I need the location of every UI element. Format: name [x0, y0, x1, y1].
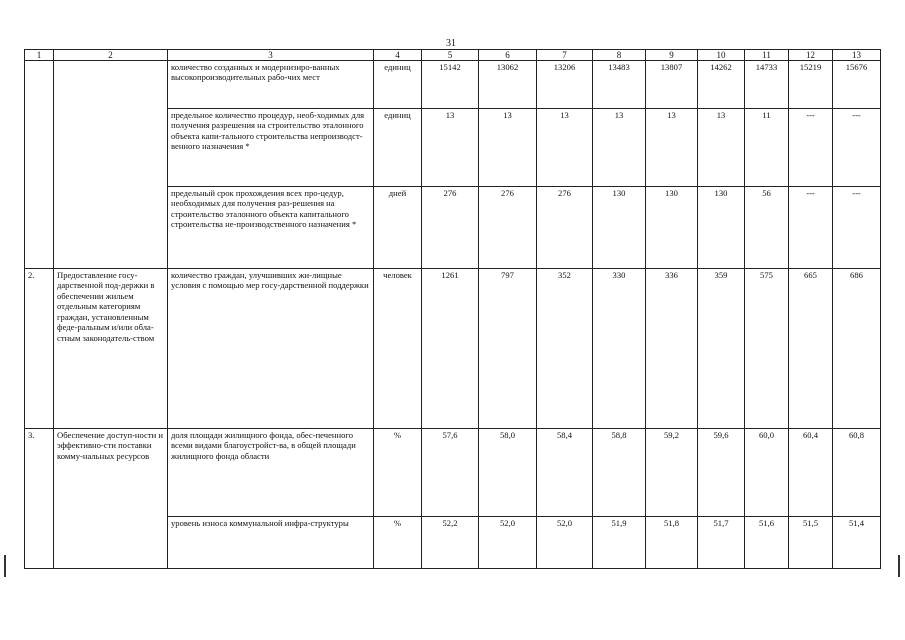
value-cell: 14262 — [698, 61, 745, 109]
value-cell: 130 — [646, 187, 698, 269]
header-col-10: 10 — [698, 50, 745, 61]
value-cell: 15219 — [789, 61, 833, 109]
value-cell: 15142 — [422, 61, 479, 109]
value-cell: --- — [833, 187, 881, 269]
indicator-text: предельный срок прохождения всех про-цедур, необходимых для получения раз-решения на строительство эталонного объекта капитального строительства не-производственного назначения * — [168, 187, 374, 269]
table-row — [25, 61, 881, 109]
header-col-2: 2 — [54, 50, 168, 61]
scan-edge-mark-right — [898, 555, 900, 577]
unit-cell: дней — [374, 187, 422, 269]
value-cell: 276 — [537, 187, 593, 269]
value-cell: 13 — [422, 109, 479, 187]
value-cell: 52,0 — [537, 517, 593, 569]
header-col-5: 5 — [422, 50, 479, 61]
value-cell: 13062 — [479, 61, 537, 109]
value-cell: 11 — [745, 109, 789, 187]
value-cell: 336 — [646, 269, 698, 429]
section-name: Обеспечение доступ-ности и эффективно-сти поставки комму-нальных ресурсов — [54, 429, 168, 569]
indicator-text: количество созданных и модернизиро-ванных высокопроизводительных рабо-чих мест — [168, 61, 374, 109]
header-col-9: 9 — [646, 50, 698, 61]
header-col-4: 4 — [374, 50, 422, 61]
row-index — [25, 61, 54, 269]
scan-edge-mark-left — [4, 555, 6, 577]
unit-cell: % — [374, 517, 422, 569]
indicator-text: предельное количество процедур, необ-ходимых для получения разрешения на строительство эталонного объекта капи-тального строительства непроизводст-венного назначения * — [168, 109, 374, 187]
value-cell: 60,4 — [789, 429, 833, 517]
value-cell: 51,9 — [593, 517, 646, 569]
header-col-1: 1 — [25, 50, 54, 61]
value-cell: 686 — [833, 269, 881, 429]
header-col-12: 12 — [789, 50, 833, 61]
value-cell: 51,8 — [646, 517, 698, 569]
indicator-text: количество граждан, улучшивших жи-лищные условия с помощью мер госу-дарственной поддержки — [168, 269, 374, 429]
unit-cell: единиц — [374, 109, 422, 187]
indicator-text: доля площади жилищного фонда, обес-печенного всеми видами благоустройст-ва, в общей площади жилищного фонда области — [168, 429, 374, 517]
value-cell: --- — [789, 109, 833, 187]
value-cell: 52,2 — [422, 517, 479, 569]
value-cell: 13206 — [537, 61, 593, 109]
header-col-6: 6 — [479, 50, 537, 61]
value-cell: 797 — [479, 269, 537, 429]
header-col-13: 13 — [833, 50, 881, 61]
value-cell: 276 — [422, 187, 479, 269]
section-name — [54, 61, 168, 269]
value-cell: --- — [833, 109, 881, 187]
value-cell: 58,4 — [537, 429, 593, 517]
indicators-table — [24, 49, 881, 569]
value-cell: 59,2 — [646, 429, 698, 517]
value-cell: 276 — [479, 187, 537, 269]
header-col-8: 8 — [593, 50, 646, 61]
value-cell: 51,7 — [698, 517, 745, 569]
value-cell: --- — [789, 187, 833, 269]
table-row — [25, 269, 881, 429]
value-cell: 13807 — [646, 61, 698, 109]
indicator-text: уровень износа коммунальной инфра-структуры — [168, 517, 374, 569]
row-index: 2. — [25, 269, 54, 429]
value-cell: 51,4 — [833, 517, 881, 569]
section-name: Предоставление госу-дарственной под-держки в обеспечении жильем отдельным категориям граждан, установленным феде-ральным и/или обла-стным законодатель-ством — [54, 269, 168, 429]
value-cell: 58,8 — [593, 429, 646, 517]
value-cell: 1261 — [422, 269, 479, 429]
unit-cell: человек — [374, 269, 422, 429]
value-cell: 51,6 — [745, 517, 789, 569]
header-col-7: 7 — [537, 50, 593, 61]
value-cell: 13 — [479, 109, 537, 187]
value-cell: 13 — [593, 109, 646, 187]
table-row — [25, 429, 881, 517]
value-cell: 15676 — [833, 61, 881, 109]
value-cell: 13 — [646, 109, 698, 187]
value-cell: 60,0 — [745, 429, 789, 517]
unit-cell: % — [374, 429, 422, 517]
row-index: 3. — [25, 429, 54, 569]
header-col-3: 3 — [168, 50, 374, 61]
value-cell: 14733 — [745, 61, 789, 109]
value-cell: 51,5 — [789, 517, 833, 569]
value-cell: 352 — [537, 269, 593, 429]
value-cell: 330 — [593, 269, 646, 429]
value-cell: 665 — [789, 269, 833, 429]
value-cell: 57,6 — [422, 429, 479, 517]
header-row — [25, 50, 881, 61]
value-cell: 13 — [537, 109, 593, 187]
value-cell: 52,0 — [479, 517, 537, 569]
page-number: 31 — [446, 38, 456, 49]
value-cell: 130 — [698, 187, 745, 269]
value-cell: 60,8 — [833, 429, 881, 517]
value-cell: 13483 — [593, 61, 646, 109]
value-cell: 13 — [698, 109, 745, 187]
header-col-11: 11 — [745, 50, 789, 61]
value-cell: 56 — [745, 187, 789, 269]
value-cell: 59,6 — [698, 429, 745, 517]
value-cell: 130 — [593, 187, 646, 269]
value-cell: 58,0 — [479, 429, 537, 517]
unit-cell: единиц — [374, 61, 422, 109]
value-cell: 359 — [698, 269, 745, 429]
value-cell: 575 — [745, 269, 789, 429]
